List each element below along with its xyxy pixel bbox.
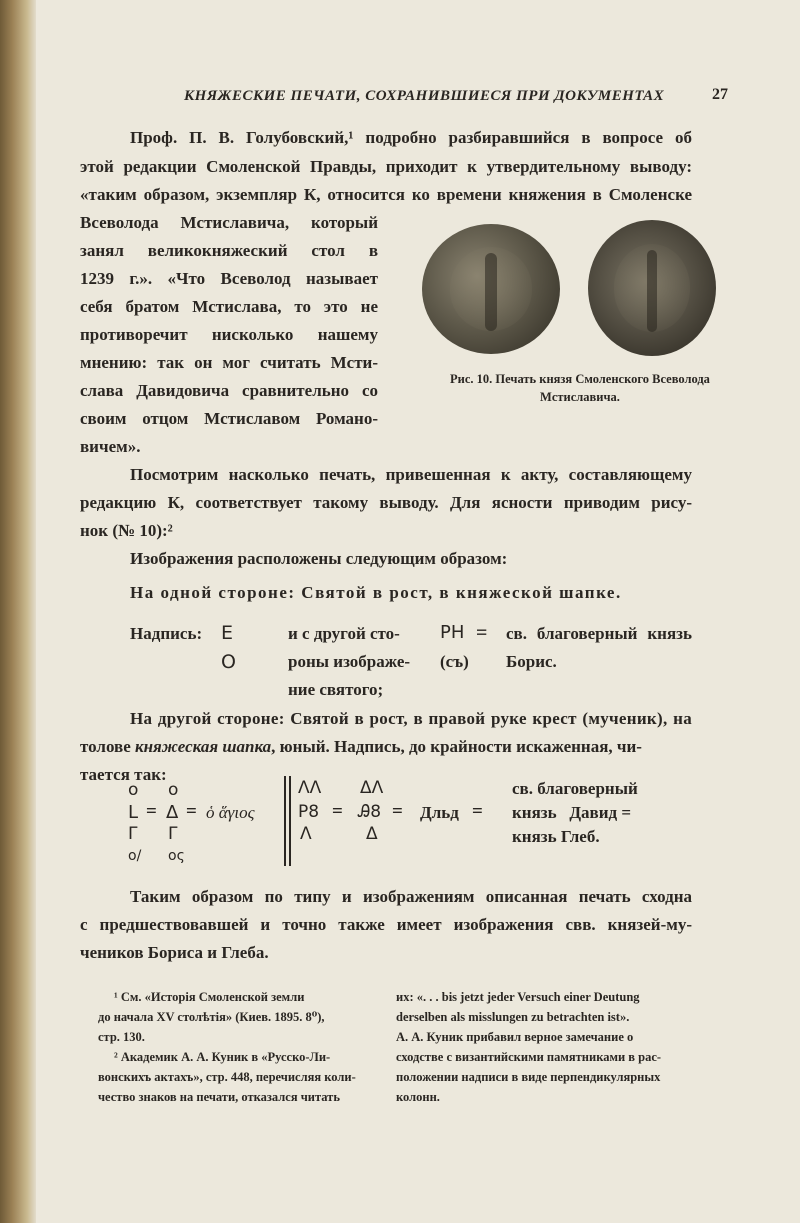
body-line: нок (№ 10):² <box>80 521 173 540</box>
table-glyph: о <box>128 780 139 800</box>
body-line: 1239 г.». «Что Всеволод называет <box>80 269 378 288</box>
greek-text: ὁ ἅγιος <box>206 803 255 822</box>
footnote-line: положении надписи в виде перпендикулярных <box>396 1070 661 1084</box>
table-text: св. благоверный <box>512 779 638 798</box>
table-glyph: Г <box>128 824 139 844</box>
inscription-text: роны изображе- <box>288 652 411 671</box>
figure-caption <box>420 370 740 406</box>
table-glyph: ος <box>168 848 185 864</box>
table-glyph: Г <box>168 824 179 844</box>
inscription-text: и с другой сто- <box>288 624 400 643</box>
footnote-line: стр. 130. <box>98 1030 145 1044</box>
book-spine-shadow <box>0 0 36 1223</box>
caption-line: Рис. 10. Печать князя Смоленского Всеволода <box>450 372 710 386</box>
equals-sign: = <box>146 801 157 822</box>
table-text: князь Давид = <box>512 803 632 822</box>
column-rule <box>289 776 291 866</box>
body-line: мнению: так он мог считать Мсти- <box>80 353 378 372</box>
table-glyph: ΛΛ <box>298 778 322 798</box>
seal-obverse-image <box>422 224 560 354</box>
table-glyph: L <box>128 802 139 823</box>
inscription-text: Борис. <box>506 652 557 671</box>
table-glyph: Λ <box>300 824 312 844</box>
body-line: с предшествовавшей и точно также имеет изображения свв. князей-му- <box>80 915 692 934</box>
running-head: КНЯЖЕСКИЕ ПЕЧАТИ, СОХРАНИВШИЕСЯ ПРИ ДОКУМЕНТАХ <box>184 88 665 104</box>
book-page <box>36 0 800 1223</box>
table-glyph: Δ <box>166 802 179 823</box>
footnote-line: derselben als misslungen zu betrachten ist». <box>396 1010 630 1024</box>
body-line: противоречит нисколько нашему <box>80 325 378 344</box>
body-text: , юный. Надпись, до крайности искаженная, чи- <box>271 737 642 756</box>
table-glyph: Δ <box>366 824 378 844</box>
table-glyph: ΔΛ <box>360 778 384 798</box>
equals-sign: = <box>186 801 197 822</box>
body-line: вичем». <box>80 437 141 456</box>
inscription-glyph: О <box>221 651 236 673</box>
body-line: чеников Бориса и Глеба. <box>80 943 269 962</box>
table-glyph: о <box>168 780 179 800</box>
figure-10 <box>420 218 740 408</box>
body-line: этой редакции Смоленской Правды, приходит к утвердительному выводу: <box>80 157 692 176</box>
body-line: На одной стороне: Святой в рост, в княжеской шапке. <box>130 583 622 602</box>
footnote-line: сходстве с византийскими памятниками в рас- <box>396 1050 662 1064</box>
equals-sign: = <box>392 801 403 822</box>
footnote-line: их: «. . . bis jetzt jeder Versuch einer Deutung <box>396 990 640 1004</box>
inscription-text: ние святого; <box>288 680 384 699</box>
inscription-glyph: РН <box>440 622 465 643</box>
italic-text: княжеская шапка <box>135 737 272 756</box>
body-line: слава Давидовича сравнительно со <box>80 381 378 400</box>
footnote-line: вонскихъ актахъ», стр. 448, перечисляя коли- <box>98 1070 356 1084</box>
footnote-line: ² Академик А. А. Куник в «Русско-Ли- <box>114 1050 331 1064</box>
body-line: «таким образом, экземпляр К, относится ко времени княжения в Смоленске <box>80 185 692 204</box>
table-glyph: о/ <box>128 848 142 864</box>
footnote-line: до начала XV столѣтія» (Киев. 1895. 8⁰), <box>98 1010 325 1024</box>
seal-reverse-image <box>588 220 716 356</box>
page-number: 27 <box>712 86 728 103</box>
equals-sign: = <box>476 622 488 644</box>
footnote-line: А. А. Куник прибавил верное замечание о <box>396 1030 634 1044</box>
inscription-label: Надпись: <box>130 624 203 643</box>
footnote-line: ¹ См. «Исторія Смоленской земли <box>114 990 305 1004</box>
footnote-line: колонн. <box>396 1090 440 1104</box>
body-line: Изображения расположены следующим образом: <box>130 549 508 568</box>
caption-line: Мстиславича. <box>540 390 620 404</box>
body-line: Таким образом по типу и изображениям описанная печать сходна <box>130 887 692 906</box>
table-text: Дльд <box>420 803 459 822</box>
inscription-text: св. благоверный князь <box>506 624 692 643</box>
body-line: На другой стороне: Святой в рост, в правой руке крест (мученик), на <box>130 709 692 728</box>
inscription-glyph: Е <box>221 622 234 644</box>
body-line: тается так: <box>80 765 167 784</box>
body-line: редакцию К, соответствует такому выводу. Для ясности приводим рису- <box>80 493 692 512</box>
body-line <box>80 736 642 758</box>
equals-sign: = <box>332 801 343 822</box>
table-glyph: Р8 <box>298 802 320 822</box>
inscription-text: (съ) <box>440 652 469 671</box>
body-line: Посмотрим насколько печать, привешенная к акту, составляющему <box>130 465 692 484</box>
body-line: Всеволода Мстиславича, который <box>80 213 378 232</box>
body-line: своим отцом Мстиславом Романо- <box>80 409 378 428</box>
column-rule <box>284 776 286 866</box>
body-text: толове <box>80 737 135 756</box>
body-line: себя братом Мстислава, то это не <box>80 297 378 316</box>
body-line: Проф. П. В. Голубовский,¹ подробно разбиравшийся в вопросе об <box>130 128 692 147</box>
equals-sign: = <box>472 801 483 822</box>
footnote-line: чество знаков на печати, отказался читать <box>98 1090 340 1104</box>
table-glyph: Ꭿ8 <box>358 802 382 822</box>
body-line: занял великокняжеский стол в <box>80 241 378 260</box>
table-text: князь Глеб. <box>512 827 600 846</box>
